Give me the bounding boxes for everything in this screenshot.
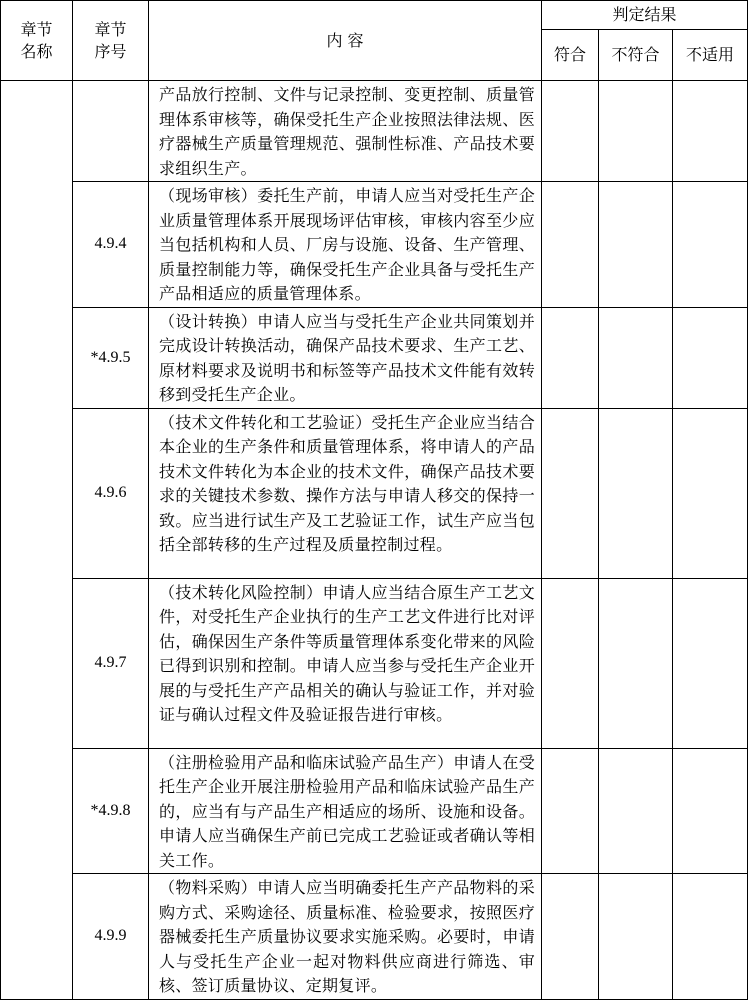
conform-cell[interactable]	[542, 182, 599, 308]
section-number: 4.9.9	[73, 874, 149, 1000]
conform-cell[interactable]	[542, 307, 599, 408]
header-not-applicable: 不适用	[673, 30, 748, 81]
table-row	[1, 578, 748, 748]
not-applicable-cell[interactable]	[673, 874, 748, 1000]
section-content: 产品放行控制、文件与记录控制、变更控制、质量管理体系审核等，确保受托生产企业按照法律法规、医疗器械生产质量管理规范、强制性标准、产品技术要求组织生产。	[149, 81, 542, 182]
header-content: 内 容	[149, 1, 542, 81]
section-number: *4.9.5	[73, 307, 149, 408]
section-number: 4.9.7	[73, 578, 149, 748]
conform-cell[interactable]	[542, 748, 599, 874]
header-conform: 符合	[542, 30, 599, 81]
section-content: （物料采购）申请人应当明确委托生产产品物料的采购方式、采购途径、质量标准、检验要求，按照医疗器械委托生产质量协议要求实施采购。必要时，申请人与受托生产企业一起对物料供应商进行筛选、审核、签订质量协议、定期复评。	[149, 874, 542, 1000]
section-number	[73, 81, 149, 182]
nonconform-cell[interactable]	[599, 874, 673, 1000]
not-applicable-cell[interactable]	[673, 81, 748, 182]
not-applicable-cell[interactable]	[673, 307, 748, 408]
not-applicable-cell[interactable]	[673, 578, 748, 748]
header-chapter-name: 章节 名称	[1, 1, 73, 81]
conform-cell[interactable]	[542, 81, 599, 182]
conform-cell[interactable]	[542, 578, 599, 748]
table-row	[1, 748, 748, 874]
header-judgement: 判定结果	[542, 1, 748, 30]
chapter-name-cell	[1, 81, 73, 1000]
section-number: *4.9.8	[73, 748, 149, 874]
table-row	[1, 81, 748, 182]
table-row	[1, 408, 748, 578]
not-applicable-cell[interactable]	[673, 748, 748, 874]
nonconform-cell[interactable]	[599, 748, 673, 874]
conform-cell[interactable]	[542, 874, 599, 1000]
table-row	[1, 182, 748, 308]
section-content: （注册检验用产品和临床试验产品生产）申请人在受托生产企业开展注册检验用产品和临床试验产品生产的，应当有与产品生产相适应的场所、设施和设备。申请人应当确保生产前已完成工艺验证或者确认等相关工作。	[149, 748, 542, 874]
nonconform-cell[interactable]	[599, 81, 673, 182]
header-nonconform: 不符合	[599, 30, 673, 81]
header-chapter-no: 章节 序号	[73, 1, 149, 81]
section-number: 4.9.4	[73, 182, 149, 308]
nonconform-cell[interactable]	[599, 578, 673, 748]
table-row	[1, 874, 748, 1000]
nonconform-cell[interactable]	[599, 307, 673, 408]
section-number: 4.9.6	[73, 408, 149, 578]
section-content: （设计转换）申请人应当与受托生产企业共同策划并完成设计转换活动，确保产品技术要求、生产工艺、原材料要求及说明书和标签等产品技术文件能有效转移到受托生产企业。	[149, 307, 542, 408]
section-content: （技术文件转化和工艺验证）受托生产企业应当结合本企业的生产条件和质量管理体系，将申请人的产品技术文件转化为本企业的技术文件，确保产品技术要求的关键技术参数、操作方法与申请人移交的保持一致。应当进行试生产及工艺验证工作，试生产应当包括全部转移的生产过程及质量控制过程。	[149, 408, 542, 578]
nonconform-cell[interactable]	[599, 408, 673, 578]
nonconform-cell[interactable]	[599, 182, 673, 308]
section-content: （现场审核）委托生产前，申请人应当对受托生产企业质量管理体系开展现场评估审核，审核内容至少应当包括机构和人员、厂房与设施、设备、生产管理、质量控制能力等，确保受托生产企业具备与受托生产产品相适应的质量管理体系。	[149, 182, 542, 308]
conform-cell[interactable]	[542, 408, 599, 578]
section-content: （技术转化风险控制）申请人应当结合原生产工艺文件，对受托生产企业执行的生产工艺文件进行比对评估，确保因生产条件等质量管理体系变化带来的风险已得到识别和控制。申请人应当参与受托生产企业开展的与受托生产产品相关的确认与验证工作，并对验证与确认过程文件及验证报告进行审核。	[149, 578, 542, 748]
not-applicable-cell[interactable]	[673, 408, 748, 578]
not-applicable-cell[interactable]	[673, 182, 748, 308]
table-row	[1, 307, 748, 408]
